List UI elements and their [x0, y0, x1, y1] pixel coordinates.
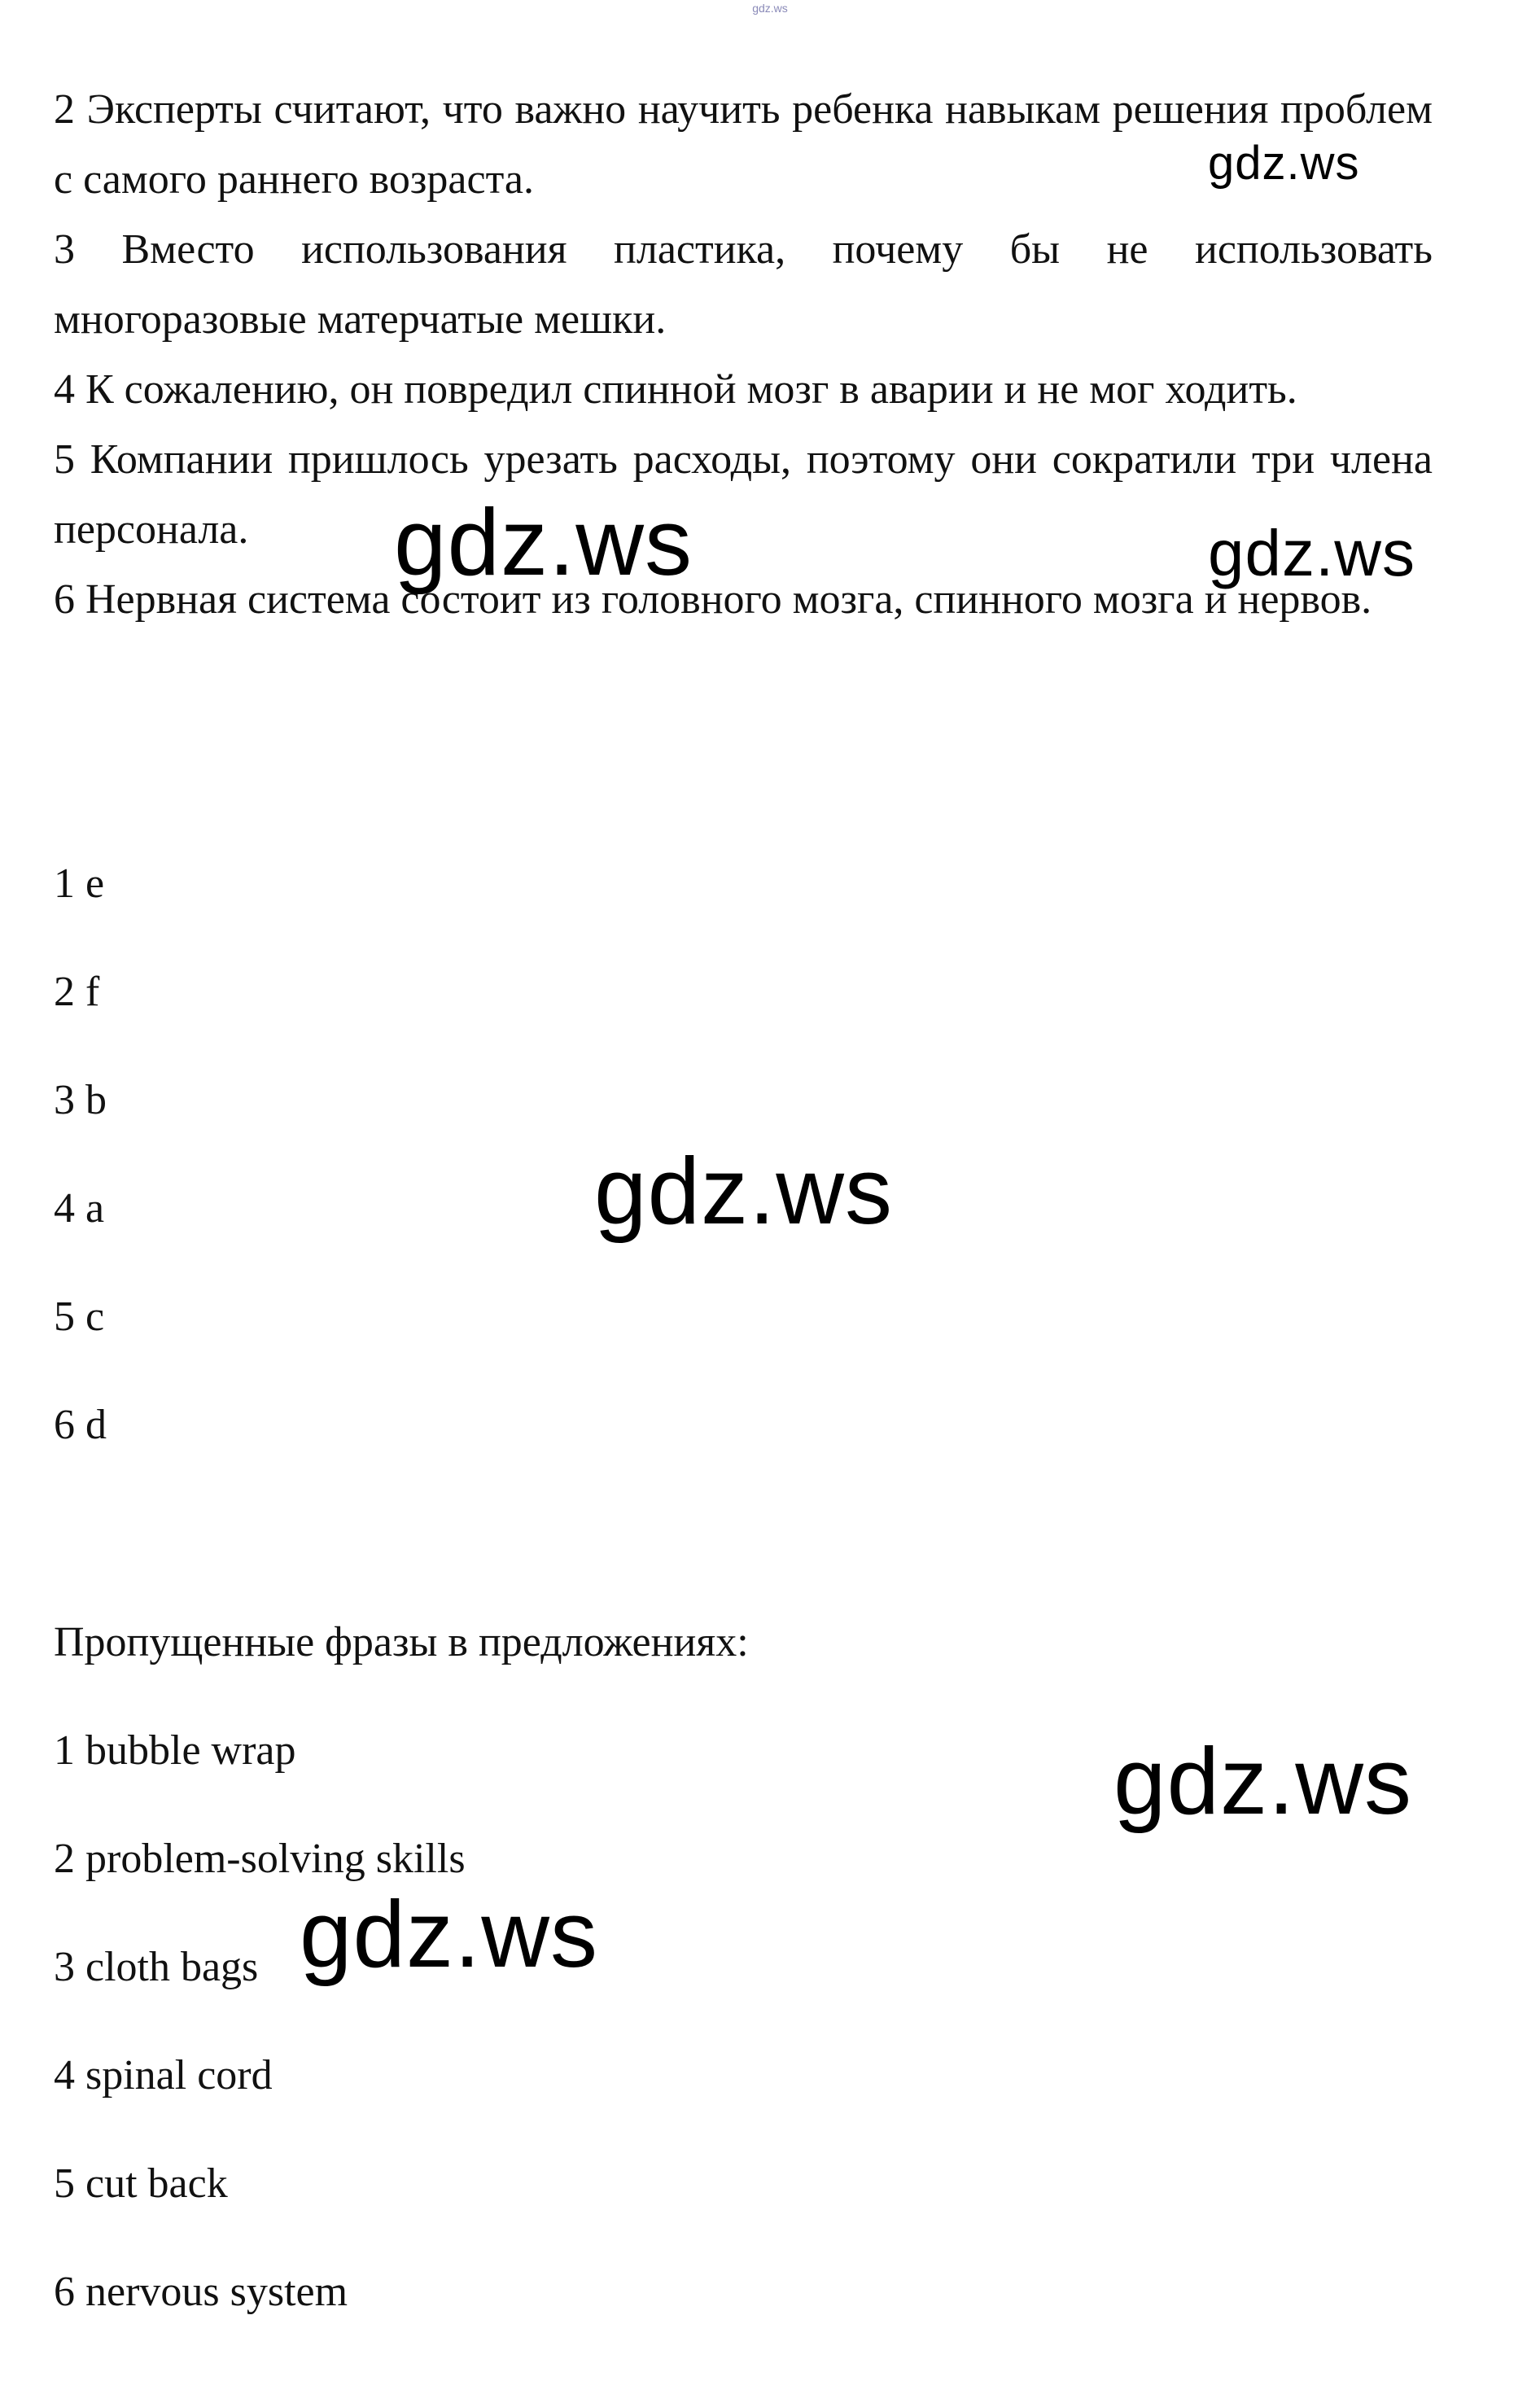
translation-4: 4 К сожалению, он повредил спинной мозг в аварии и не мог ходить.	[54, 366, 1297, 413]
matching-answer: 2 f	[54, 969, 100, 1015]
matching-answer: 6 d	[54, 1402, 107, 1448]
phrase-answer: 1 bubble wrap	[54, 1727, 296, 1774]
matching-answer: 5 c	[54, 1293, 105, 1340]
watermark: gdz.ws	[1208, 517, 1415, 589]
header-watermark: gdz.ws	[752, 2, 788, 15]
phrase-answer: 6 nervous system	[54, 2269, 348, 2315]
watermark: gdz.ws	[394, 489, 693, 595]
translation-5: 5 Компании пришлось урезать расходы, поэтому они сократили три члена персонала.	[54, 436, 1433, 553]
phrase-answer: 5 cut back	[54, 2160, 228, 2207]
matching-answer: 4 a	[54, 1185, 105, 1232]
phrase-answer: 4 spinal cord	[54, 2052, 273, 2099]
phrase-answer: 3 cloth bags	[54, 1944, 259, 1990]
translation-6: 6 Нервная система состоит из головного мозга, спинного мозга и нервов.	[54, 576, 1372, 623]
watermark: gdz.ws	[1208, 137, 1360, 190]
matching-answer: 3 b	[54, 1077, 107, 1123]
matching-answer: 1 e	[54, 860, 105, 907]
watermark: gdz.ws	[300, 1881, 599, 1987]
translation-2: 2 Эксперты считают, что важно научить ребенка навыкам решения проблем с самого раннего возраста.	[54, 86, 1433, 203]
section-heading: Пропущенные фразы в предложениях:	[54, 1619, 749, 1665]
watermark: gdz.ws	[594, 1138, 894, 1244]
translation-3: 3 Вместо использования пластика, почему бы не использовать многоразовые матерчатые мешки.	[54, 226, 1433, 343]
watermark: gdz.ws	[1113, 1728, 1413, 1834]
phrase-answer: 2 problem-solving skills	[54, 1836, 466, 1882]
